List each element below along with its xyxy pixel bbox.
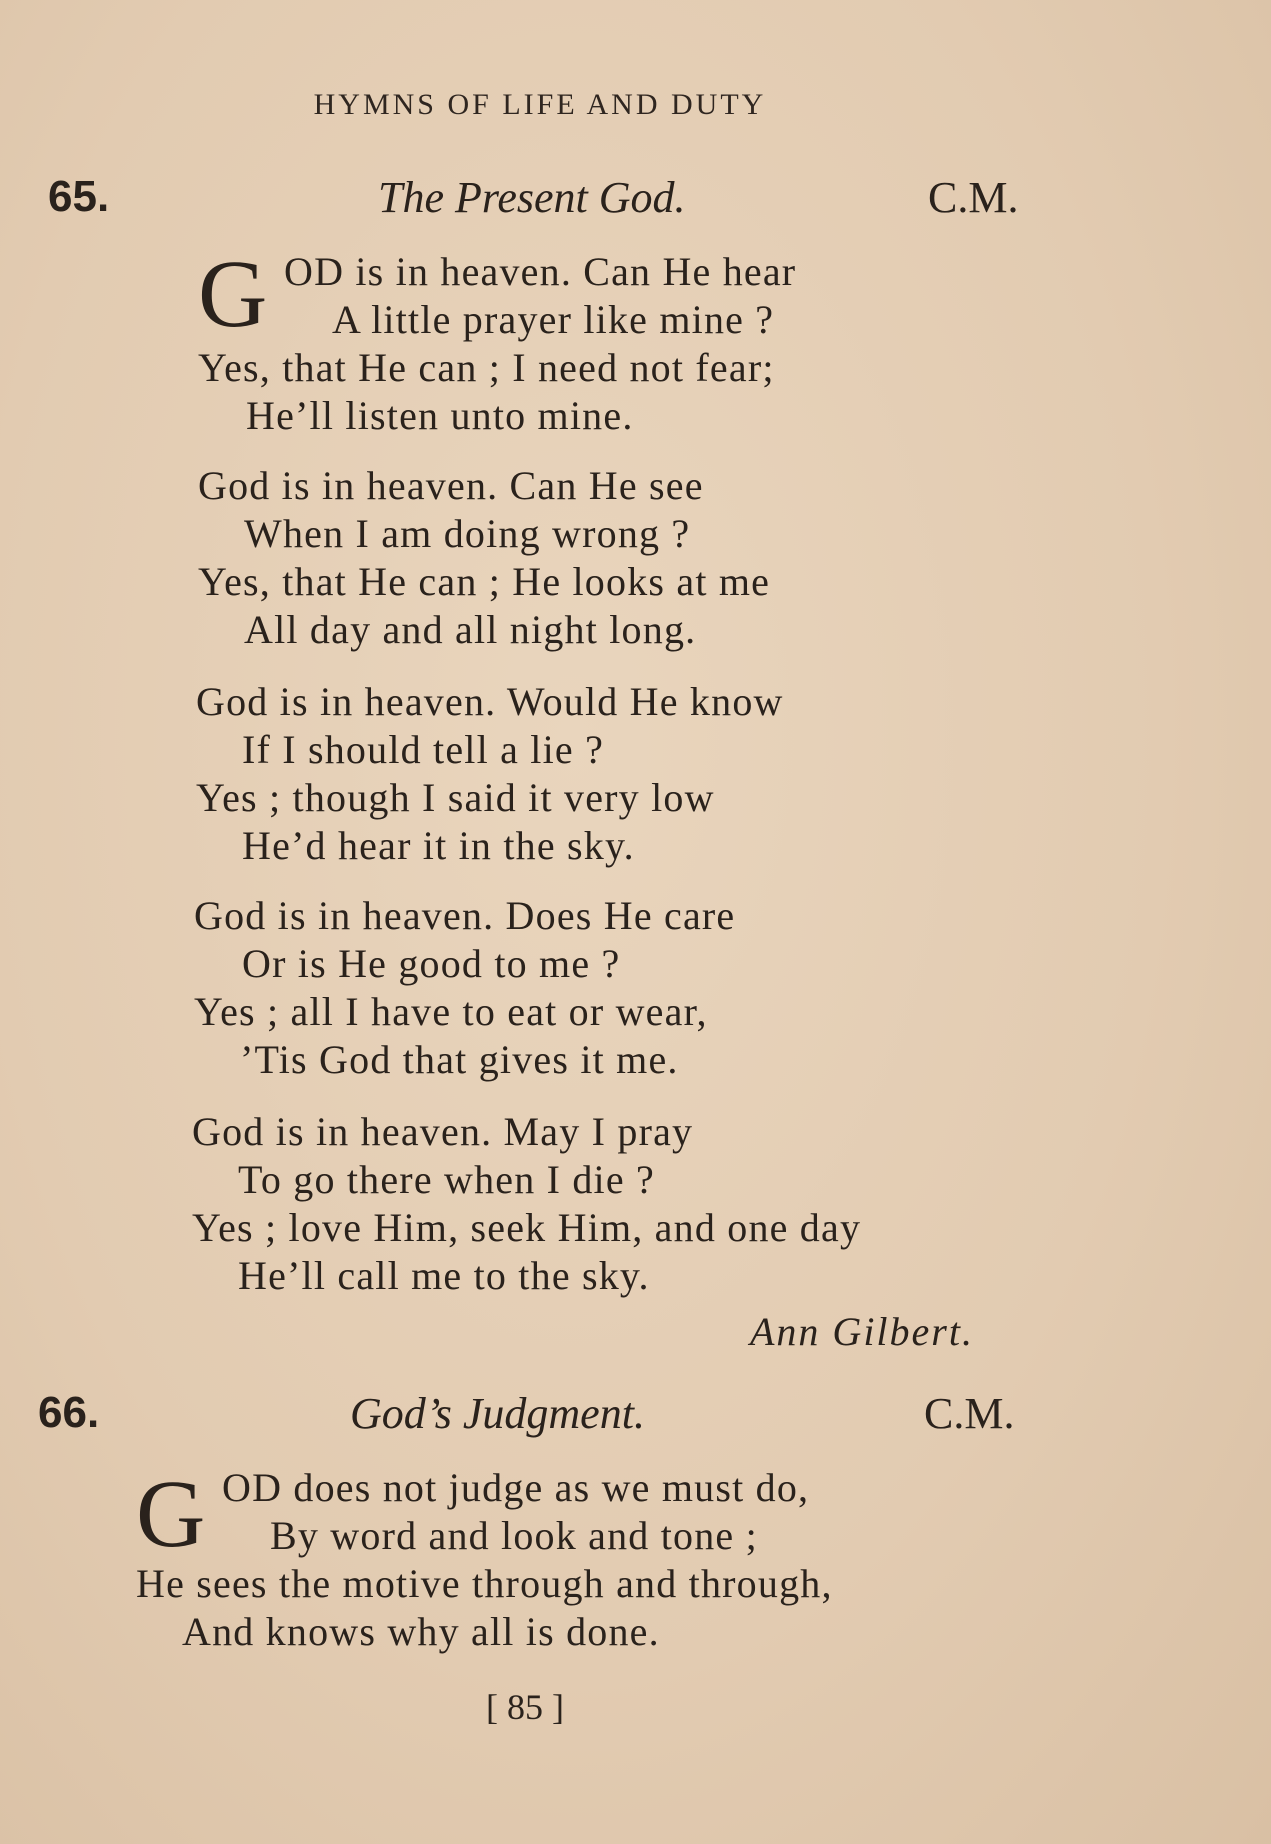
verse-line: Yes, that He can ; I need not fear; — [198, 345, 775, 390]
verse-line: He sees the motive through and through, — [136, 1561, 833, 1606]
verse-line: To go there when I die ? — [238, 1157, 655, 1202]
verse-line: Yes, that He can ; He looks at me — [198, 559, 771, 604]
running-head: HYMNS OF LIFE AND DUTY — [313, 88, 767, 121]
hymn-meter: C.M. — [924, 1389, 1015, 1438]
verse-line: When I am doing wrong ? — [244, 511, 691, 556]
hymn-title: God’s Judgment. — [350, 1389, 645, 1438]
verse-line: OD is in heaven. Can He hear — [284, 249, 797, 294]
drop-cap: G — [198, 240, 268, 347]
hymn-number: 66. — [38, 1388, 100, 1437]
verse-line: Yes ; love Him, seek Him, and one day — [192, 1205, 862, 1250]
verse-line: God is in heaven. May I pray — [192, 1109, 694, 1154]
verse-line: Yes ; though I said it very low — [196, 775, 715, 820]
hymn-header — [0, 1388, 1271, 1448]
verse-line: A little prayer like mine ? — [332, 297, 775, 342]
verse-line: ’Tis God that gives it me. — [240, 1037, 679, 1082]
verse-line: He’ll call me to the sky. — [238, 1253, 650, 1298]
verse-line: Or is He good to me ? — [242, 941, 621, 986]
hymn-attribution: Ann Gilbert. — [750, 1309, 974, 1354]
verse-line: God is in heaven. Does He care — [194, 893, 736, 938]
verse-line: God is in heaven. Can He see — [198, 463, 704, 508]
verse-line: By word and look and tone ; — [270, 1513, 758, 1558]
verse-line: He’d hear it in the sky. — [242, 823, 635, 868]
hymn-header — [0, 172, 1271, 232]
verse-line: God is in heaven. Would He know — [196, 679, 784, 724]
page-number: [ 85 ] — [486, 1687, 564, 1727]
hymn-title: The Present God. — [378, 173, 686, 222]
verse-line: OD does not judge as we must do, — [222, 1465, 810, 1510]
drop-cap: G — [136, 1460, 206, 1567]
hymn-number: 65. — [48, 172, 110, 221]
verse-line: All day and all night long. — [244, 607, 697, 652]
verse-line: If I should tell a lie ? — [242, 727, 605, 772]
verse-line: Yes ; all I have to eat or wear, — [194, 989, 708, 1034]
hymn-meter: C.M. — [928, 173, 1019, 222]
verse-line: And knows why all is done. — [182, 1609, 660, 1654]
verse-line: He’ll listen unto mine. — [246, 393, 634, 438]
